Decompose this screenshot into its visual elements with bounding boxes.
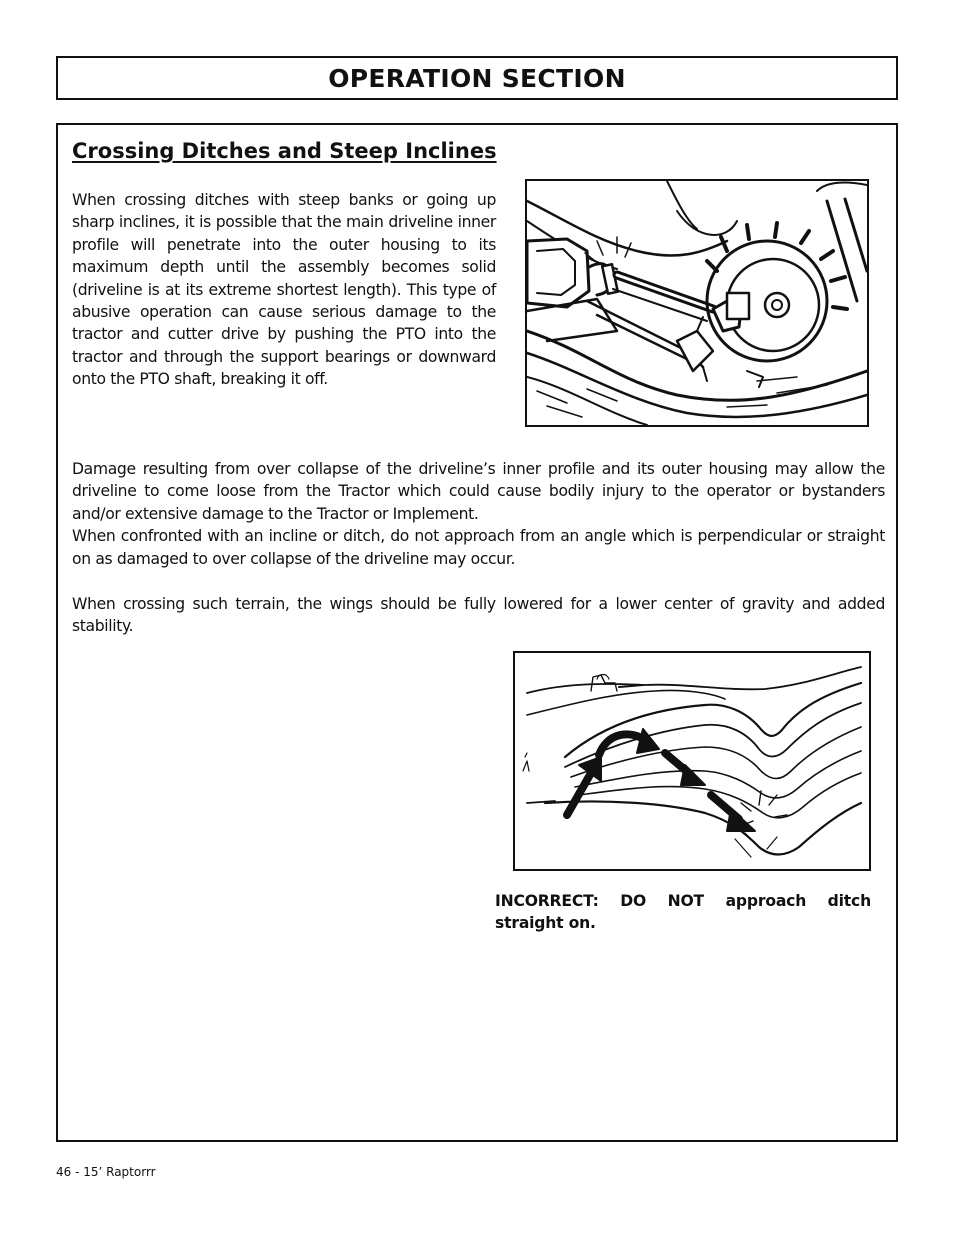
paragraph-driveline-penetration: When crossing ditches with steep banks or going up sharp inclines, it is possible that the main driveline inner profile will penetrate into the outer housing to its maximum depth until the assembly becomes solid (driveline is at its extreme shortest length). This type of abusive operation can cause serious damage to the tractor and cutter drive by pushing the PTO into the tractor and through the support bearings or downward onto the PTO shaft, breaking it off. [72,191,496,389]
page-footer: 46 - 15’ Raptorrr [56,1165,156,1179]
driveline-drawing [527,181,867,425]
page-title: OPERATION SECTION [328,63,626,93]
content-box [56,123,898,1142]
ditch-drawing [515,653,869,869]
paragraph-wings-lowered: When crossing such terrain, the wings should be fully lowered for a lower center of gravity and added stability. [72,595,885,636]
paragraph-damage-text: Damage resulting from over collapse of the driveline’s inner profile and its outer housing may allow the driveline to come loose from the Tractor which could cause bodily injury to the operator or bystanders and/or extensive damage to the Tractor or Implement. [72,460,885,523]
paragraph-damage-warning [72,458,885,570]
figure-caption-incorrect: INCORRECT: DO NOT approach ditch straight on. [495,892,871,933]
ditch-approach-illustration [513,651,871,871]
section-header-box [56,56,898,100]
section-title: Crossing Ditches and Steep Inclines [72,139,497,163]
paragraph-approach-text: When confronted with an incline or ditch, do not approach from an angle which is perpendicular or straight on as damaged to over collapse of the driveline may occur. [72,527,885,568]
driveline-collapse-illustration [525,179,869,427]
